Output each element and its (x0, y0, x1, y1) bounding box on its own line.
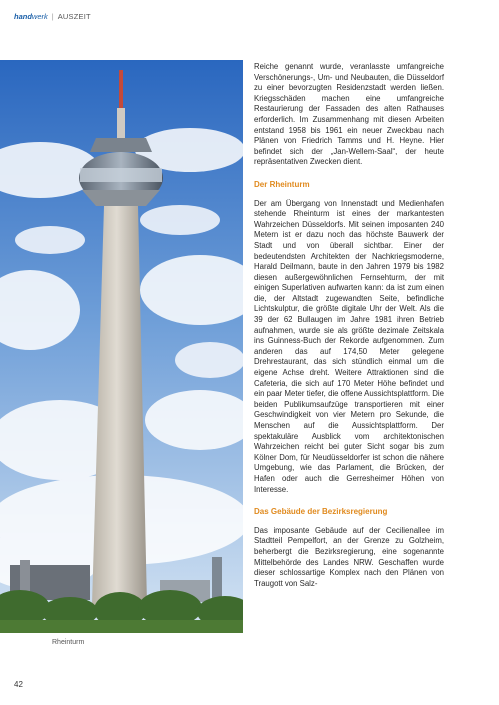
rheinturm-photo (0, 60, 243, 633)
page-header (14, 12, 91, 21)
article-column (254, 62, 444, 589)
paragraph-rheinturm: Der am Übergang von Innenstadt und Medienhafen stehende Rheinturm ist eines der markantesten Wahrzeichen Düsseldorfs. Mit seinen imposanten 240 Metern ist er dazu noch das höchste Bauwerk der Stadt und von überall sichtbar. Einer der bedeutendsten Architekten der Nachkriegsmoderne, Harald Deilmann, baute in den Jahren 1979 bis 1982 diesen außergewöhnlichen Fernsehturm, der mit einigen Superlativen aufwarten kann: da ist zum einen die, der Altstadt zugewandten Seite, befindliche Lichtskulptur, die größte digitale Uhr der Welt. Als die 39 der 62 Bullaugen im Jahre 1981 ihren Betrieb aufnahmen, wurde sie als größte dezimale Zeitskala ins Guinness-Buch der Rekorde aufgenommen. Zum anderen das auf 174,50 Meter gelegene Drehrestaurant, das sich stündlich einmal um die eigene Achse dreht. Weitere Attraktionen sind die Cafeteria, die sich auf 170 Meter Höhe befindet und ein paar Meter tiefer, die offene Aussichtsplattform. Die beiden Publikumsaufzüge transportieren mit einer Geschwindigkeit von vier Metern pro Sekunde, die Menschen auf die Aussichtsplattform. Der spektakuläre Ausblick vom architektonischen Wahrzeichen reicht bei guter Sicht sogar bis zum Kölner Dom, für Neudüsseldorfer ist schon die nähere Umgebung, wie das Parlament, die Brücken, der Hafen oder auch die Gerresheimer Höhen von Interesse. (254, 198, 444, 494)
intro-paragraph: Reiche genannt wurde, veranlasste umfangreiche Verschönerungs-, Um- und Neubauten, die Düsseldorf zu einer bevorzugten Residenzstadt werden ließen. Kriegsschäden machen eine umfangreiche Restaurierung der Fassaden des alten Rathauses erforderlich. Im Zusammenhang mit diesen Arbeiten entstand 1958 bis 1961 ein neuer Zweckbau nach Plänen von Friedrich Tamms und H. Heyne. Hier befindet sich der „Jan-Wellem-Saal“, der heute repräsentativen Zwecken dient. (254, 62, 444, 167)
paragraph-bezirksregierung: Das imposante Gebäude auf der Cecilienallee im Stadtteil Pempelfort, an der Grenze zu Golzheim, beherbergt die Bezirksregierung, eine sogenannte Mittelbehörde des Landes NRW. Geschaffen wurde dieser schlossartige Komplex nach den Plänen von Traugott von Salz- (254, 525, 444, 588)
heading-rheinturm: Der Rheinturm (254, 179, 310, 189)
header-separator: | (51, 12, 54, 21)
heading-bezirksregierung: Das Gebäude der Bezirksregierung (254, 507, 388, 517)
section-label: AUSZEIT (57, 12, 91, 21)
page-number: 42 (14, 680, 23, 689)
photo-caption: Rheinturm (52, 639, 85, 646)
brand-logo: handwerk (14, 12, 48, 21)
